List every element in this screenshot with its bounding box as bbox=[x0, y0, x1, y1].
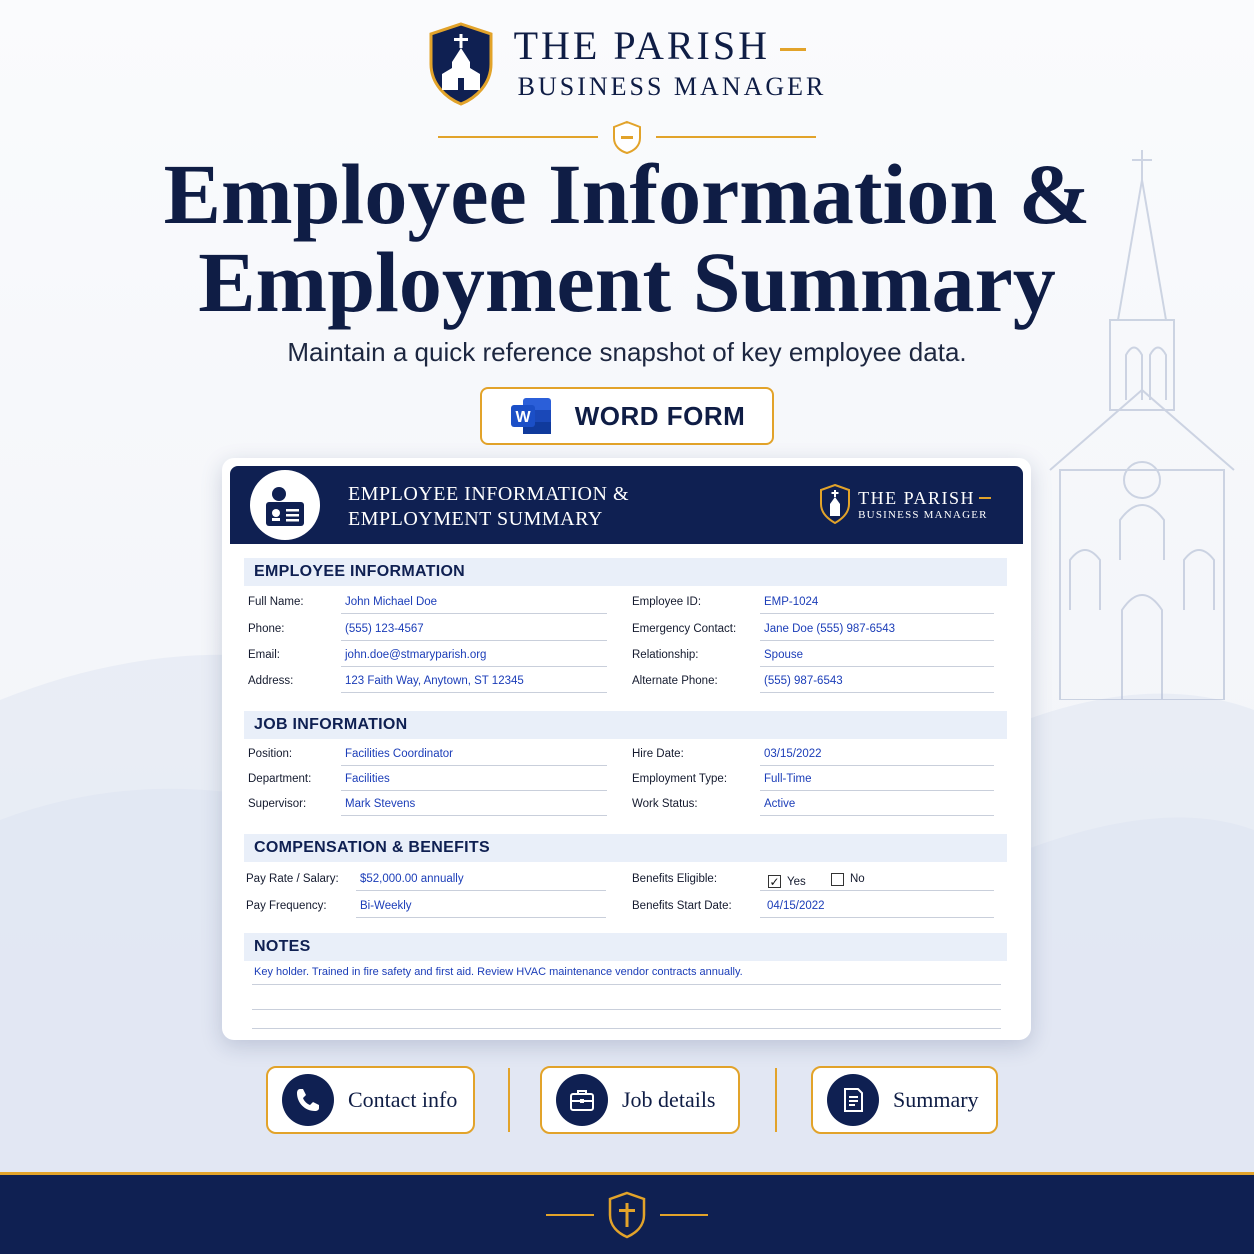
email-field[interactable] bbox=[248, 645, 608, 667]
pay-rate-label: Pay Rate / Salary: bbox=[246, 873, 339, 885]
supervisor-label: Supervisor: bbox=[248, 798, 307, 810]
benefits-start-field[interactable] bbox=[632, 896, 994, 918]
page-subtitle: Maintain a quick reference snapshot of key employee data. bbox=[287, 337, 967, 367]
employee-id-value[interactable]: EMP-1024 bbox=[760, 592, 994, 614]
form-title-line1: EMPLOYEE INFORMATION & bbox=[348, 483, 629, 505]
job-details-label: Job details bbox=[622, 1087, 716, 1112]
form-brand-logo bbox=[820, 484, 991, 524]
full-name-label: Full Name: bbox=[248, 596, 304, 608]
employee-info-heading: EMPLOYEE INFORMATION bbox=[244, 558, 1007, 586]
alternate-phone-label: Alternate Phone: bbox=[632, 675, 718, 687]
pay-rate-value[interactable]: $52,000.00 annually bbox=[356, 869, 606, 891]
benefits-eligible-field bbox=[632, 869, 994, 891]
notes-section bbox=[244, 933, 1007, 1033]
hire-date-value[interactable]: 03/15/2022 bbox=[760, 744, 994, 766]
pay-frequency-label: Pay Frequency: bbox=[246, 900, 327, 912]
contact-info-button[interactable] bbox=[266, 1066, 475, 1134]
department-value[interactable]: Facilities bbox=[341, 769, 607, 791]
word-form-label: WORD FORM bbox=[574, 400, 746, 431]
job-info-section bbox=[244, 711, 1007, 826]
page-title-line2: Employment Summary bbox=[198, 234, 1056, 330]
emergency-contact-field[interactable] bbox=[632, 619, 994, 641]
church-shield-icon bbox=[820, 484, 850, 524]
department-field[interactable] bbox=[248, 769, 608, 791]
job-info-heading: JOB INFORMATION bbox=[244, 711, 1007, 739]
document-icon bbox=[827, 1074, 879, 1126]
form-brand-top: THE PARISH bbox=[858, 487, 975, 508]
pay-frequency-field[interactable] bbox=[246, 896, 606, 918]
word-form-button[interactable] bbox=[480, 387, 774, 445]
emergency-contact-label: Emergency Contact: bbox=[632, 623, 737, 635]
alternate-phone-value[interactable]: (555) 987-6543 bbox=[760, 671, 994, 693]
benefits-start-label: Benefits Start Date: bbox=[632, 900, 732, 912]
phone-label: Phone: bbox=[248, 623, 285, 635]
address-value[interactable]: 123 Faith Way, Anytown, ST 12345 bbox=[341, 671, 607, 693]
page-title-line1: Employee Information & bbox=[163, 146, 1091, 242]
hire-date-label: Hire Date: bbox=[632, 748, 684, 760]
job-details-button[interactable] bbox=[540, 1066, 740, 1134]
full-name-value[interactable]: John Michael Doe bbox=[341, 592, 607, 614]
work-status-label: Work Status: bbox=[632, 798, 698, 810]
address-label: Address: bbox=[248, 675, 294, 687]
supervisor-value[interactable]: Mark Stevens bbox=[341, 794, 607, 816]
employment-type-field[interactable] bbox=[632, 769, 994, 791]
summary-button[interactable] bbox=[811, 1066, 998, 1134]
notes-text[interactable]: Key holder. Trained in fire safety and first aid. Review HVAC maintenance vendor contracts annually. bbox=[254, 966, 743, 978]
notes-heading: NOTES bbox=[244, 933, 1007, 961]
supervisor-field[interactable] bbox=[248, 794, 608, 816]
briefcase-icon bbox=[556, 1074, 608, 1126]
position-field[interactable] bbox=[248, 744, 608, 766]
form-header bbox=[230, 466, 1023, 544]
employee-id-label: Employee ID: bbox=[632, 596, 702, 608]
form-brand-bottom: BUSINESS MANAGER bbox=[858, 508, 988, 521]
form-title bbox=[348, 482, 629, 532]
word-icon-letter: W bbox=[515, 409, 531, 426]
employee-info-section bbox=[244, 558, 1007, 698]
employment-type-label: Employment Type: bbox=[632, 773, 728, 785]
phone-icon bbox=[282, 1074, 334, 1126]
department-label: Department: bbox=[248, 773, 312, 785]
relationship-value[interactable]: Spouse bbox=[760, 645, 994, 667]
employee-id-field[interactable] bbox=[632, 592, 994, 614]
work-status-value[interactable]: Active bbox=[760, 794, 994, 816]
employee-badge-icon bbox=[250, 470, 320, 540]
emergency-contact-value[interactable]: Jane Doe (555) 987-6543 bbox=[760, 619, 994, 641]
compensation-heading: COMPENSATION & BENEFITS bbox=[244, 834, 1007, 862]
checkmark-icon: ✓ bbox=[769, 874, 780, 889]
page-title bbox=[0, 146, 1254, 330]
benefits-no-checkbox[interactable] bbox=[831, 869, 865, 889]
benefits-yes-checkbox[interactable] bbox=[768, 872, 806, 892]
benefits-eligible-label: Benefits Eligible: bbox=[632, 873, 718, 885]
church-shield-icon bbox=[428, 22, 494, 106]
full-name-field[interactable] bbox=[248, 592, 608, 614]
feature-divider bbox=[508, 1068, 510, 1132]
position-value[interactable]: Facilities Coordinator bbox=[341, 744, 607, 766]
alternate-phone-field[interactable] bbox=[632, 671, 994, 693]
benefits-no-label: No bbox=[849, 873, 865, 885]
pay-rate-field[interactable] bbox=[246, 869, 606, 891]
benefits-eligible-options bbox=[760, 869, 994, 891]
benefits-start-value[interactable]: 04/15/2022 bbox=[760, 896, 994, 918]
brand-logo bbox=[0, 22, 1254, 106]
employment-type-value[interactable]: Full-Time bbox=[760, 769, 994, 791]
footer-bar bbox=[0, 1172, 1254, 1254]
pay-frequency-value[interactable]: Bi-Weekly bbox=[356, 896, 606, 918]
address-field[interactable] bbox=[248, 671, 608, 693]
phone-field[interactable] bbox=[248, 619, 608, 641]
notes-line bbox=[252, 1028, 1001, 1029]
relationship-label: Relationship: bbox=[632, 649, 699, 661]
feature-divider bbox=[775, 1068, 777, 1132]
contact-info-label: Contact info bbox=[348, 1087, 458, 1112]
summary-label: Summary bbox=[893, 1087, 979, 1112]
cross-shield-icon bbox=[608, 1191, 646, 1239]
notes-line bbox=[252, 984, 1001, 985]
brand-name-bottom: BUSINESS MANAGER bbox=[517, 72, 827, 101]
form-title-line2: EMPLOYMENT SUMMARY bbox=[348, 508, 603, 530]
notes-line bbox=[252, 1009, 1001, 1010]
email-label: Email: bbox=[248, 649, 280, 661]
email-value[interactable]: john.doe@stmaryparish.org bbox=[341, 645, 607, 667]
work-status-field[interactable] bbox=[632, 794, 994, 816]
microsoft-word-icon bbox=[509, 396, 553, 436]
form-preview-card bbox=[222, 458, 1031, 1040]
phone-value[interactable]: (555) 123-4567 bbox=[341, 619, 607, 641]
hire-date-field[interactable] bbox=[632, 744, 994, 766]
position-label: Position: bbox=[248, 748, 293, 760]
brand-name-top: THE PARISH bbox=[513, 23, 770, 68]
compensation-section bbox=[244, 834, 1007, 924]
relationship-field[interactable] bbox=[632, 645, 994, 667]
benefits-yes-label: Yes bbox=[787, 875, 806, 888]
